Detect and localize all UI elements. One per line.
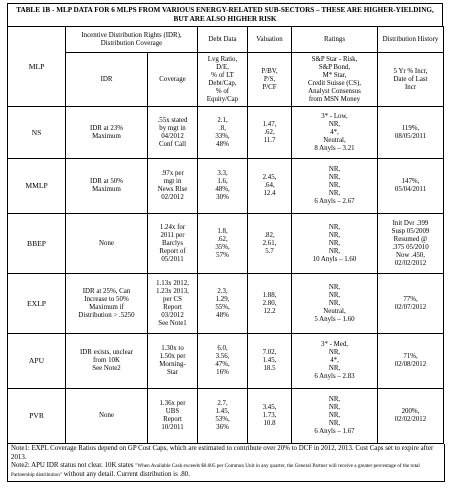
cell-coverage: .97x per mgt in News Rlse 02/2012 bbox=[148, 159, 198, 214]
cell-coverage: 1.24x for 2011 per Barclys Report of 05/2011 bbox=[148, 214, 198, 274]
table-title: TABLE 1B - MLP DATA FOR 6 MLPS FROM VARIOUS ENERGY-RELATED SUB-SECTORS – THESE ARE HIGHER-YIELDING, BUT ARE ALSO HIGHER RISK bbox=[7, 3, 443, 26]
document bbox=[7, 3, 443, 482]
cell-debt: 2.3, 1.29, 55%, 48% bbox=[198, 274, 248, 334]
table-row bbox=[8, 214, 444, 274]
table-row bbox=[8, 389, 444, 444]
cell-debt: 1.8, .62, 35%, 57% bbox=[198, 214, 248, 274]
cell-idr: IDR exists, unclear from 10K See Note2 bbox=[66, 334, 148, 389]
cell-idr: IDR at 50% Maximum bbox=[66, 159, 148, 214]
cell-mlp: EXLP bbox=[8, 274, 66, 334]
cell-ratings: 3* - Med, NR, 4*, NR, 6 Anyls – 2.83 bbox=[292, 334, 378, 389]
note-2-intro: Note2: APU IDR status not clear. 10K states bbox=[11, 462, 136, 470]
cell-coverage: .55x stated by mgt in 04/2012 Conf Call bbox=[148, 107, 198, 159]
mlp-data-table bbox=[7, 26, 444, 444]
note-2-end: without any detail. Current distribution is .80. bbox=[61, 470, 190, 478]
header-history: Distribution History bbox=[378, 27, 444, 53]
cell-ratings: NR, NR, NR, Neutral, 5 Anyls – 1.60 bbox=[292, 274, 378, 334]
header-valuation-sub: P/BV, P/S, P/CF bbox=[248, 53, 292, 107]
header-row-1 bbox=[8, 27, 444, 53]
cell-mlp: MMLP bbox=[8, 159, 66, 214]
cell-valuation: 7.02, 1.45, 18.5 bbox=[248, 334, 292, 389]
cell-valuation: 1.47, .62, 11.7 bbox=[248, 107, 292, 159]
header-debt-sub: Lvg Ratio, D/E, % of LT Debt/Cap, % of Equity/Cap bbox=[198, 53, 248, 107]
cell-ratings: NR, NR, NR, NR, 10 Anyls – 1.60 bbox=[292, 214, 378, 274]
table-row bbox=[8, 159, 444, 214]
cell-ratings: NR, NR, NR, NR, 6 Anyls – 2.67 bbox=[292, 159, 378, 214]
header-ratings: Ratings bbox=[292, 27, 378, 53]
header-ratings-sub: S&P Star - Risk, S&P Bond, M* Star, Credit Suisse (CS), Analyst Consensus from MSN Money bbox=[292, 53, 378, 107]
note-2 bbox=[11, 462, 441, 479]
header-debt: Debt Data bbox=[198, 27, 248, 53]
note-2-quote: "When Available Cash exceeds $0.605 per Common Unit in any quarter, the General Partner will receive a greater percentage of the total Partnership distribution" bbox=[11, 463, 420, 478]
cell-debt: 2.7, 1.45, 53%, 36% bbox=[198, 389, 248, 444]
header-valuation: Valuation bbox=[248, 27, 292, 53]
cell-mlp: BBEP bbox=[8, 214, 66, 274]
cell-coverage: 1.36x per UBS Report 10/2011 bbox=[148, 389, 198, 444]
cell-valuation: 2.45, .64, 12.4 bbox=[248, 159, 292, 214]
cell-history: 147%, 05/04/2011 bbox=[378, 159, 444, 214]
cell-ratings: 3* - Low, NR, 4*, Neutral, 8 Anyls – 3.21 bbox=[292, 107, 378, 159]
note-1: Note1: EXPL Coverage Ratios depend on GP Cost Caps, which are estimated to contribute over 20% to DCF in 2012, 2013. Cost Caps set to expire after 2013. bbox=[11, 445, 434, 461]
cell-history: 77%, 02/07/2012 bbox=[378, 274, 444, 334]
cell-debt: 6.0, 3.56, 47%, 16% bbox=[198, 334, 248, 389]
cell-mlp: PVR bbox=[8, 389, 66, 444]
cell-mlp: NS bbox=[8, 107, 66, 159]
table-row bbox=[8, 274, 444, 334]
cell-mlp: APU bbox=[8, 334, 66, 389]
cell-valuation: 3.45, 1.73, 10.8 bbox=[248, 389, 292, 444]
header-row-2 bbox=[8, 53, 444, 107]
cell-ratings: NR, NR, NR, NR, 6 Anyls – 1.67 bbox=[292, 389, 378, 444]
cell-debt: 3.3, 1.6, 48%, 30% bbox=[198, 159, 248, 214]
table-notes bbox=[7, 444, 445, 482]
header-history-sub: 5 Yr % Incr, Date of Last Incr bbox=[378, 53, 444, 107]
cell-valuation: .82, 2.61, 5.7 bbox=[248, 214, 292, 274]
cell-idr: IDR at 23% Maximum bbox=[66, 107, 148, 159]
cell-history: 200%, 02/02/2012 bbox=[378, 389, 444, 444]
cell-idr: None bbox=[66, 214, 148, 274]
cell-idr: IDR at 25%, Can Increase to 50% Maximum if Distribution > .5250 bbox=[66, 274, 148, 334]
table-row bbox=[8, 107, 444, 159]
cell-history: Init Dvr .399 Susp 05/2009 Resumed @ .375 05/2010 Now .450, 02/02/2012 bbox=[378, 214, 444, 274]
header-mlp: MLP bbox=[8, 27, 66, 107]
cell-history: 119%, 08/05/2011 bbox=[378, 107, 444, 159]
header-coverage: Coverage bbox=[148, 53, 198, 107]
cell-valuation: 1.88, 2.80, 12.2 bbox=[248, 274, 292, 334]
header-idr-group: Incentive Distribution Rights (IDR), Distribution Coverage bbox=[66, 27, 198, 53]
cell-debt: 2.1, .8, 33%, 48% bbox=[198, 107, 248, 159]
header-idr: IDR bbox=[66, 53, 148, 107]
cell-history: 71%, 02/08/2012 bbox=[378, 334, 444, 389]
cell-coverage: 1.13x 2012, 1.23x 2013, per CS Report 03/2012 See Note1 bbox=[148, 274, 198, 334]
cell-idr: None bbox=[66, 389, 148, 444]
table-row bbox=[8, 334, 444, 389]
cell-coverage: 1.30x to 1.50x per Morning- Star bbox=[148, 334, 198, 389]
